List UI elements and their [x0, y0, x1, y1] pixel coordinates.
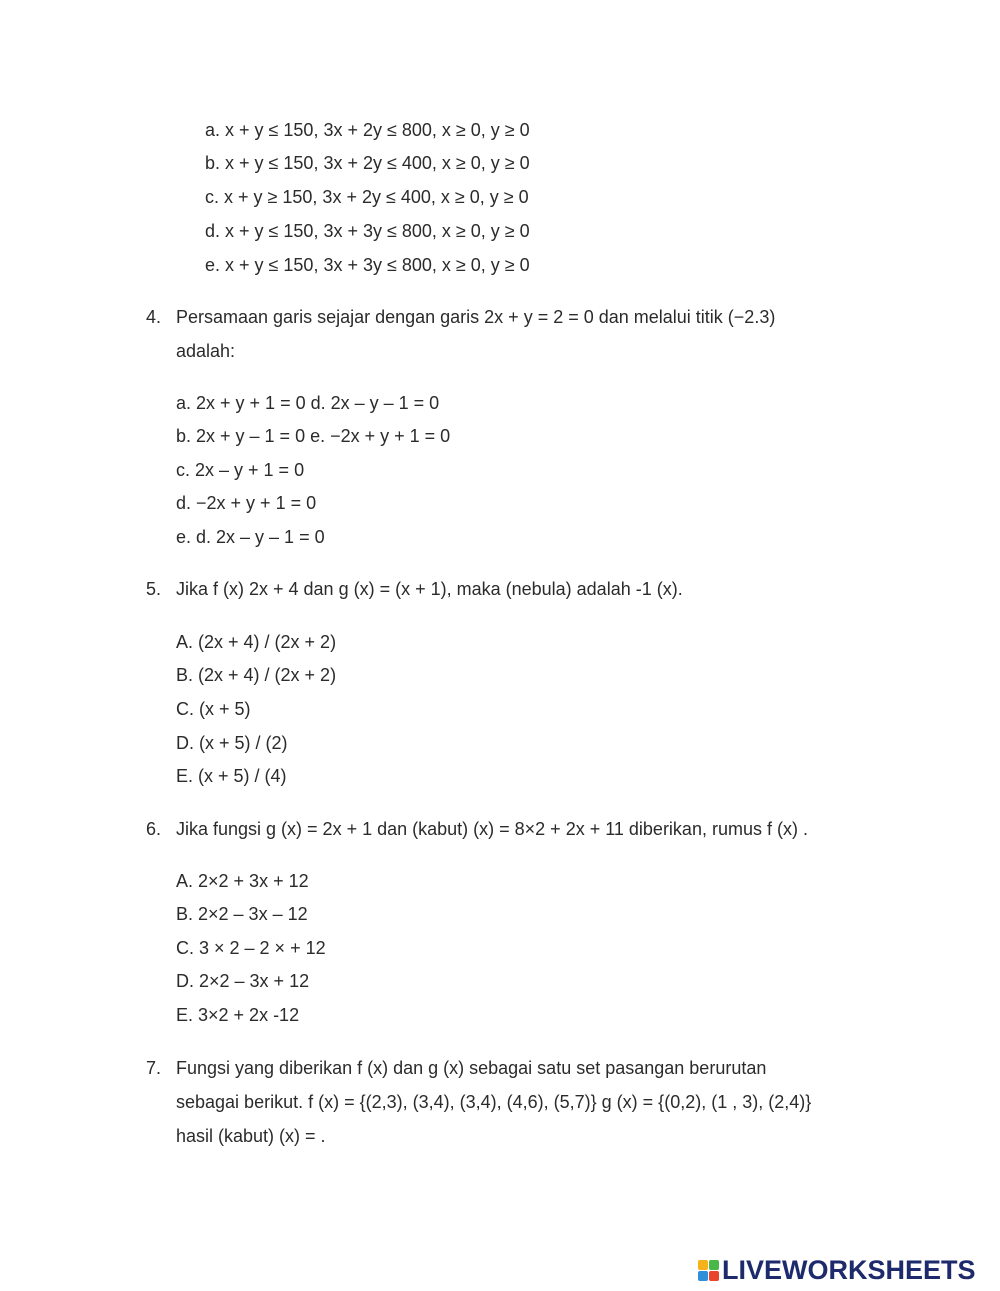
question-number: 7. — [146, 1058, 162, 1078]
liveworksheets-logo — [698, 1255, 976, 1285]
question-text-line-1: Fungsi yang diberikan f (x) dan g (x) sebagai satu set pasangan berurutan — [176, 1058, 767, 1078]
q5-option-d: D. (x + 5) / (2) — [176, 733, 288, 753]
q3-option-a: a. x + y ≤ 150, 3x + 2y ≤ 800, x ≥ 0, y ≥ 0 — [205, 120, 530, 140]
q4-option-c: c. 2x – y + 1 = 0 — [176, 460, 305, 480]
q3-option-d: d. x + y ≤ 150, 3x + 3y ≤ 800, x ≥ 0, y ≥ 0 — [205, 221, 530, 241]
question-text-line-2: sebagai berikut. f (x) = {(2,3), (3,4), (3,4), (4,6), (5,7)} g (x) = {(0,2), (1 , 3), (2,4)} — [176, 1092, 812, 1112]
q6-option-e: E. 3×2 + 2x -12 — [176, 1005, 300, 1025]
logo-text: LIVEWORKSHEETS — [722, 1255, 976, 1285]
question-number: 6. — [146, 819, 162, 839]
question-text-line-1: Persamaan garis sejajar dengan garis 2x + y = 2 = 0 dan melalui titik (−2.3) — [176, 307, 776, 327]
logo-square-icon — [709, 1271, 719, 1281]
q6-option-c: C. 3 × 2 – 2 × + 12 — [176, 938, 326, 958]
q4-option-a: a. 2x + y + 1 = 0 d. 2x – y – 1 = 0 — [176, 393, 440, 413]
q5-option-c: C. (x + 5) — [176, 699, 251, 719]
q5-option-e: E. (x + 5) / (4) — [176, 766, 287, 786]
question-text-line-3: hasil (kabut) (x) = . — [176, 1126, 326, 1146]
question-number: 5. — [146, 579, 162, 599]
q3-option-e: e. x + y ≤ 150, 3x + 3y ≤ 800, x ≥ 0, y ≥ 0 — [205, 255, 530, 275]
question-text-line-2: adalah: — [176, 341, 236, 361]
q4-option-b: b. 2x + y – 1 = 0 e. −2x + y + 1 = 0 — [176, 426, 451, 446]
question-text-line-1: Jika f (x) 2x + 4 dan g (x) = (x + 1), maka (nebula) adalah -1 (x). — [176, 579, 683, 599]
q4-option-d: d. −2x + y + 1 = 0 — [176, 493, 317, 513]
logo-square-icon — [698, 1271, 708, 1281]
q5-option-b: B. (2x + 4) / (2x + 2) — [176, 665, 337, 685]
q3-option-b: b. x + y ≤ 150, 3x + 2y ≤ 400, x ≥ 0, y ≥ 0 — [205, 153, 530, 173]
logo-square-icon — [709, 1260, 719, 1270]
q4-option-e: e. d. 2x – y – 1 = 0 — [176, 527, 325, 547]
q6-option-d: D. 2×2 – 3x + 12 — [176, 971, 310, 991]
logo-square-icon — [698, 1260, 708, 1270]
question-number: 4. — [146, 307, 162, 327]
question-text-line-1: Jika fungsi g (x) = 2x + 1 dan (kabut) (x) = 8×2 + 2x + 11 diberikan, rumus f (x) . — [176, 819, 808, 839]
q5-option-a: A. (2x + 4) / (2x + 2) — [176, 632, 337, 652]
q6-option-a: A. 2×2 + 3x + 12 — [176, 871, 309, 891]
logo-mark-icon — [698, 1260, 719, 1281]
q6-option-b: B. 2×2 – 3x – 12 — [176, 904, 308, 924]
q3-option-c: c. x + y ≥ 150, 3x + 2y ≤ 400, x ≥ 0, y ≥ 0 — [205, 187, 529, 207]
